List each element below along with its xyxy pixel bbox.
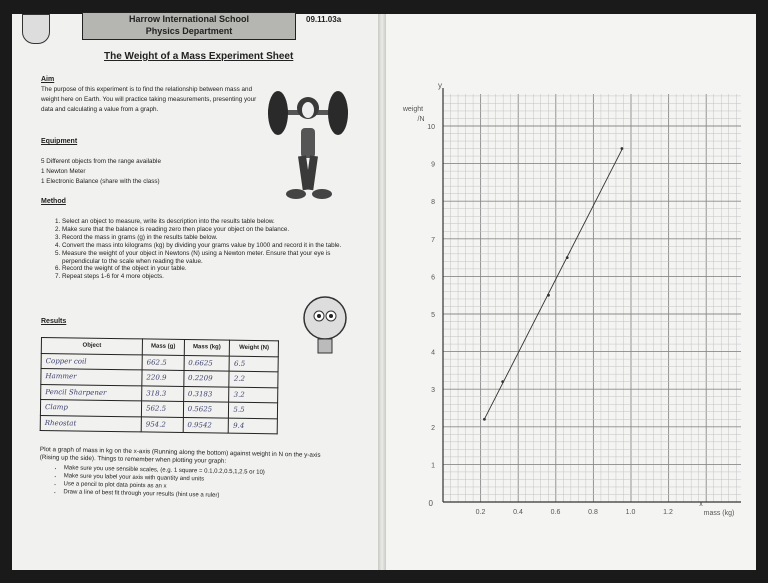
best-fit-line <box>484 150 621 419</box>
y-tick-label: 8 <box>431 199 435 207</box>
data-point <box>547 294 550 297</box>
y-tick-label: 4 <box>431 349 435 357</box>
plot-instructions: Plot a graph of mass in kg on the x-axis (Running along the bottom) against weight in N on the y-axis (Rising up the side). Things to remember when plotting your graph: <box>39 446 321 465</box>
results-table <box>40 337 279 434</box>
y-axis-label-unit: /N <box>417 116 425 123</box>
data-point <box>501 380 504 383</box>
table-row <box>40 415 277 434</box>
plot-tips <box>51 464 334 502</box>
table-cell: Clamp <box>40 400 141 417</box>
x-tick-label: 0.6 <box>550 509 561 516</box>
plot-tip: • Make sure you use sensible scales, (e.g. 1 square = 0.1,0.2,0.5,1,2.5 or 10) <box>64 464 334 478</box>
equipment-item: 1 Electronic Balance (share with the class) <box>41 177 160 185</box>
table-cell: 0.2209 <box>183 370 229 386</box>
plot-tip: • Make sure you label your axis with quantity and units <box>64 472 334 486</box>
table-cell: 0.3183 <box>183 386 229 402</box>
y-tick-label: 1 <box>431 462 435 470</box>
aim-heading: Aim <box>41 76 55 83</box>
method-heading: Method <box>41 198 66 205</box>
x-tick-label: 1.2 <box>663 509 673 516</box>
equipment-list <box>41 157 261 186</box>
table-cell: 220.9 <box>142 370 184 386</box>
method-step: 2. Make sure that the balance is reading zero then place your object on the balance. <box>62 226 362 234</box>
origin-label: 0 <box>428 499 433 508</box>
y-axis-marker: y <box>438 81 442 90</box>
equipment-item: 5 Different objects from the range available <box>41 158 161 165</box>
y-tick-label: 9 <box>431 161 435 169</box>
table-cell: 5.5 <box>229 402 278 418</box>
x-axis-label: mass (kg) <box>703 510 735 517</box>
plot-tip: • Draw a line of best fit through your results (hint use a ruler) <box>63 488 333 502</box>
table-cell: 9.4 <box>229 418 278 434</box>
x-tick-label: 0.2 <box>475 509 486 516</box>
school-crest-icon <box>22 14 50 44</box>
y-axis-label: weight <box>402 106 424 113</box>
table-cell: 2.2 <box>229 371 278 387</box>
header-box <box>82 12 296 40</box>
weightlifter-cartoon-icon <box>268 88 348 218</box>
owl-lightbulb-icon <box>302 294 348 358</box>
document-code: 09.11.03a <box>306 15 342 24</box>
y-tick-label: 5 <box>431 312 435 319</box>
department-name: Physics Department <box>145 26 233 36</box>
method-step: 7. Repeat steps 1-6 for 4 more objects. <box>62 273 362 281</box>
method-step: 5. Measure the weight of your object in Newtons (N) using a Newton meter. Ensure that your eye is perpendicular to the scale when reading the value. <box>62 250 362 266</box>
y-tick-label: 7 <box>431 236 435 244</box>
table-cell: 954.2 <box>141 416 183 432</box>
column-header: Weight (N) <box>230 340 279 356</box>
x-tick-label: 0.8 <box>588 509 598 516</box>
plot-tip: • Use a pencil to plot data points as an x <box>63 480 333 494</box>
page-title: The Weight of a Mass Experiment Sheet <box>104 51 294 62</box>
equipment-item: 1 Newton Meter <box>41 167 86 175</box>
graph-paper-chart <box>383 14 756 570</box>
column-header: Mass (kg) <box>184 339 230 355</box>
y-tick-label: 10 <box>427 124 435 131</box>
method-steps <box>40 218 362 281</box>
table-cell: Rheostat <box>40 415 141 432</box>
table-cell: 662.5 <box>142 354 184 370</box>
column-header: Mass (g) <box>142 339 184 355</box>
table-cell: 0.9542 <box>183 417 229 433</box>
table-cell: 318.3 <box>142 385 184 401</box>
table-cell: 562.5 <box>141 401 183 417</box>
x-axis-marker: x <box>699 501 703 508</box>
table-cell: Pencil Sharpener <box>41 384 142 401</box>
table-cell: 0.6625 <box>184 355 230 371</box>
method-step: 1. Select an object to measure, write its description into the results table below. <box>62 218 362 226</box>
y-tick-label: 3 <box>431 387 435 395</box>
data-point <box>483 418 486 421</box>
method-step: 6. Record the weight of the object in your table. <box>62 265 362 273</box>
x-tick-label: 1.0 <box>625 509 636 516</box>
table-cell: 0.5625 <box>183 401 229 417</box>
school-name: Harrow International School <box>128 14 249 24</box>
y-tick-label: 6 <box>431 274 435 282</box>
results-heading: Results <box>41 318 67 325</box>
equipment-heading: Equipment <box>41 138 78 145</box>
data-point <box>621 147 624 150</box>
y-tick-label: 2 <box>431 424 435 432</box>
x-tick-label: 0.4 <box>513 509 523 516</box>
column-header: Object <box>41 338 142 355</box>
table-cell: Copper coil <box>41 353 142 370</box>
table-cell: 6.5 <box>229 356 278 372</box>
table-cell: 3.2 <box>229 387 278 403</box>
method-step: 3. Record the mass in grams (g) in the results table below. <box>62 234 362 242</box>
data-point <box>566 256 569 259</box>
aim-text: The purpose of this experiment is to find the relationship between mass and weight here on Earth. You will practice taking measurements, presenting your data and calculating a value from a graph. <box>41 86 257 113</box>
method-step: 4. Convert the mass into kilograms (kg) by dividing your grams value by 1000 and record it in the table. <box>62 242 362 250</box>
table-cell: Hammer <box>41 369 142 386</box>
